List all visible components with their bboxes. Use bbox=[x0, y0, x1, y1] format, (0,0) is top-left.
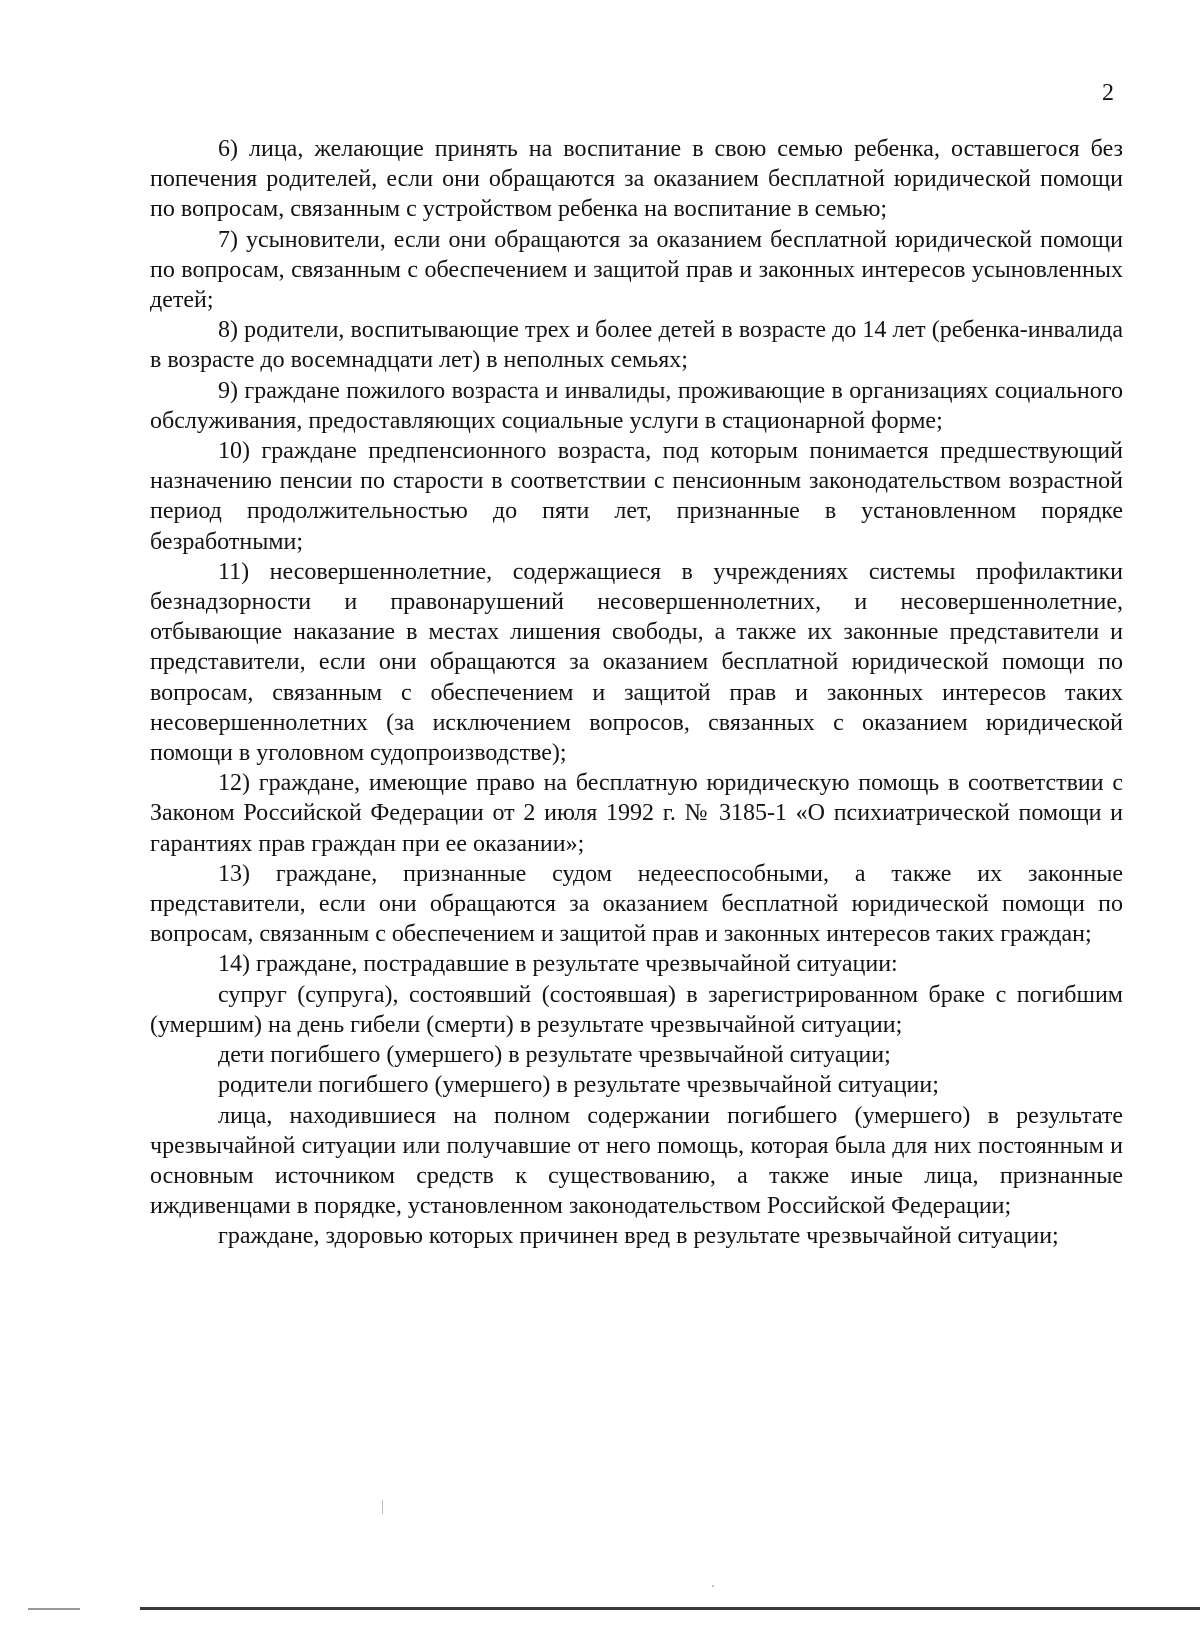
paragraph-item-13: 13) граждане, признанные судом недееспособными, а также их законные представители, если они обращаются за оказанием бесплатной юридической помощи по вопросам, связанным с обеспечением и защитой прав и законных интересов таких граждан; bbox=[150, 860, 1123, 948]
scan-bottom-edge bbox=[140, 1607, 1200, 1610]
paragraph-item-9: 9) граждане пожилого возраста и инвалиды, проживающие в организациях социального обслуживания, предоставляющих социальные услуги в стационарной форме; bbox=[150, 377, 1123, 434]
paragraph-item-10: 10) граждане предпенсионного возраста, под которым понимается предшествующий назначению пенсии по старости в соответствии с пенсионным законодательством возрастной период продолжительностью до пяти лет, признанные в установленном порядке безработными; bbox=[150, 438, 1123, 555]
paragraph-item-12: 12) граждане, имеющие право на бесплатную юридическую помощь в соответствии с Законом Российской Федерации от 2 июля 1992 г. № 3185-1 «О психиатрической помощи и гарантиях прав граждан при ее оказании»; bbox=[150, 770, 1123, 857]
paragraph-spouse: супруг (супруга), состоявший (состоявшая) в зарегистрированном браке с погибшим (умершим) на день гибели (смерти) в результате чрезвычайной ситуации; bbox=[150, 981, 1123, 1038]
paragraph-item-14: 14) граждане, пострадавшие в результате чрезвычайной ситуации: bbox=[218, 951, 898, 978]
paragraph-item-11: 11) несовершеннолетние, содержащиеся в учреждениях системы профилактики безнадзорности и правонарушений несовершеннолетних, и несовершеннолетние, отбывающие наказание в местах лишения свободы, а также их законные представители и представители, если они обращаются за оказанием бесплатной юридической помощи по вопросам, связанным с обеспечением и защитой прав и законных интересов таких несовершеннолетних (за исключением вопросов, связанных с оказанием юридической помощи в уголовном судопроизводстве); bbox=[150, 558, 1123, 767]
paragraph-injured: граждане, здоровью которых причинен вред в результате чрезвычайной ситуации; bbox=[218, 1223, 1059, 1250]
paragraph-item-6: 6) лица, желающие принять на воспитание в свою семью ребенка, оставшегося без попечения родителей, если они обращаются за оказанием бесплатной юридической помощи по вопросам, связанным с устройством ребенка на воспитание в семью; bbox=[150, 136, 1123, 223]
scan-speck bbox=[382, 1500, 383, 1514]
document-body bbox=[150, 134, 1123, 1252]
paragraph-dependents: лица, находившиеся на полном содержании погибшего (умершего) в результате чрезвычайной ситуации или получавшие от него помощь, которая была для них постоянным и основным источником средств к существованию, а также иные лица, признанные иждивенцами в порядке, установленном законодательством Российской Федерации; bbox=[150, 1102, 1123, 1220]
paragraph-item-7: 7) усыновители, если они обращаются за оказанием бесплатной юридической помощи по вопросам, связанным с обеспечением и защитой прав и законных интересов усыновленных детей; bbox=[150, 226, 1123, 314]
paragraph-parents: родители погибшего (умершего) в результате чрезвычайной ситуации; bbox=[218, 1072, 939, 1099]
page-number: 2 bbox=[1102, 80, 1114, 106]
scan-edge-speck bbox=[28, 1608, 80, 1610]
scan-speck bbox=[712, 1585, 714, 1587]
paragraph-item-8: 8) родители, воспитывающие трех и более детей в возрасте до 14 лет (ребенка-инвалида в возрасте до восемнадцати лет) в неполных семьях; bbox=[150, 317, 1123, 374]
paragraph-children: дети погибшего (умершего) в результате чрезвычайной ситуации; bbox=[218, 1042, 891, 1069]
